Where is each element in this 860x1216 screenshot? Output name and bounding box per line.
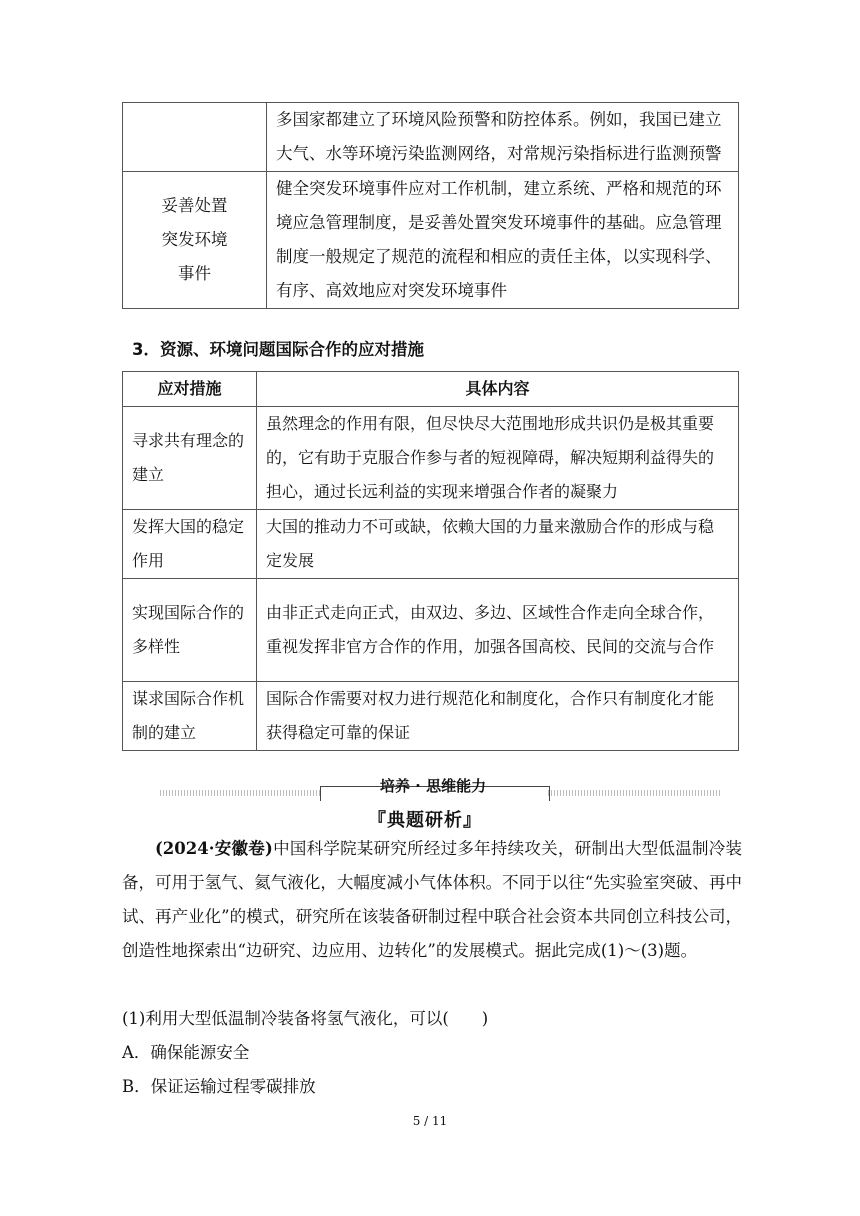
cell-text: 妥善处置突发环境事件 bbox=[161, 196, 228, 283]
content-cell: 由非正式走向正式，由双边、多边、区域性合作走向全球合作，重视发挥非官方合作的作用，加强各国高校、民间的交流与合作 bbox=[257, 579, 739, 682]
column-header-measure: 应对措施 bbox=[123, 372, 257, 407]
banner-hatch-right bbox=[548, 790, 720, 796]
banner-label: 培养 · 思维能力 bbox=[379, 777, 487, 795]
subheading: 『典题研析』 bbox=[368, 810, 482, 831]
question-body: 中国科学院某研究所经过多年持续攻关，研制出大型低温制冷装备，可用于氢气、氦气液化，大幅度减小气体体积。不同于以往“先实验室突破、再中试、再产业化”的模式，研究所在该装备研制过程中联合社会资本共同创立科技公司，创造性地探索出“边研究、边应用、边转化”的发展模式。据此完成(1)～(3)题。 bbox=[122, 839, 743, 960]
measure-cell: 寻求共有理念的建立 bbox=[123, 407, 257, 510]
section-title: 3．资源、环境问题国际合作的应对措施 bbox=[132, 340, 424, 359]
emergency-table bbox=[122, 102, 739, 309]
content-cell: 国际合作需要对权力进行规范化和制度化，合作只有制度化才能获得稳定可靠的保证 bbox=[257, 682, 739, 751]
table-row bbox=[123, 682, 739, 751]
option-a: A．确保能源安全 bbox=[122, 1043, 250, 1062]
table-cell-left bbox=[123, 103, 267, 172]
question-stem: (1)利用大型低温制冷装备将氢气液化，可以( ) bbox=[122, 1009, 489, 1028]
content-cell: 虽然理念的作用有限，但尽快尽大范围地形成共识仍是极其重要的，它有助于克服合作参与者的短视障碍，解决短期利益得失的担心，通过长远利益的实现来增强合作者的凝聚力 bbox=[257, 407, 739, 510]
question-source: (2024·安徽卷) bbox=[155, 839, 273, 858]
table-header-row bbox=[123, 372, 739, 407]
table-row bbox=[123, 172, 739, 309]
table-row bbox=[123, 510, 739, 579]
measure-cell: 谋求国际合作机制的建立 bbox=[123, 682, 257, 751]
cooperation-table bbox=[122, 371, 739, 751]
option-b: B．保证运输过程零碳排放 bbox=[122, 1077, 316, 1096]
content-cell: 大国的推动力不可或缺，依赖大国的力量来激励合作的形成与稳定发展 bbox=[257, 510, 739, 579]
table-row bbox=[123, 103, 739, 172]
table-row bbox=[123, 579, 739, 682]
column-header-content: 具体内容 bbox=[257, 372, 739, 407]
section-banner bbox=[160, 776, 720, 804]
table-cell-left bbox=[123, 172, 267, 309]
question-paragraph bbox=[122, 832, 742, 968]
measure-cell: 发挥大国的稳定作用 bbox=[123, 510, 257, 579]
table-cell-right: 多国家都建立了环境风险预警和防控体系。例如，我国已建立大气、水等环境污染监测网络，对常规污染指标进行监测预警 bbox=[267, 103, 739, 172]
table-row bbox=[123, 407, 739, 510]
page-number: 5 / 11 bbox=[412, 1114, 448, 1128]
banner-hatch-left bbox=[160, 790, 320, 796]
table-cell-right: 健全突发环境事件应对工作机制，建立系统、严格和规范的环境应急管理制度，是妥善处置突发环境事件的基础。应急管理制度一般规定了规范的流程和相应的责任主体，以实现科学、有序、高效地应对突发环境事件 bbox=[267, 172, 739, 309]
measure-cell: 实现国际合作的多样性 bbox=[123, 579, 257, 682]
